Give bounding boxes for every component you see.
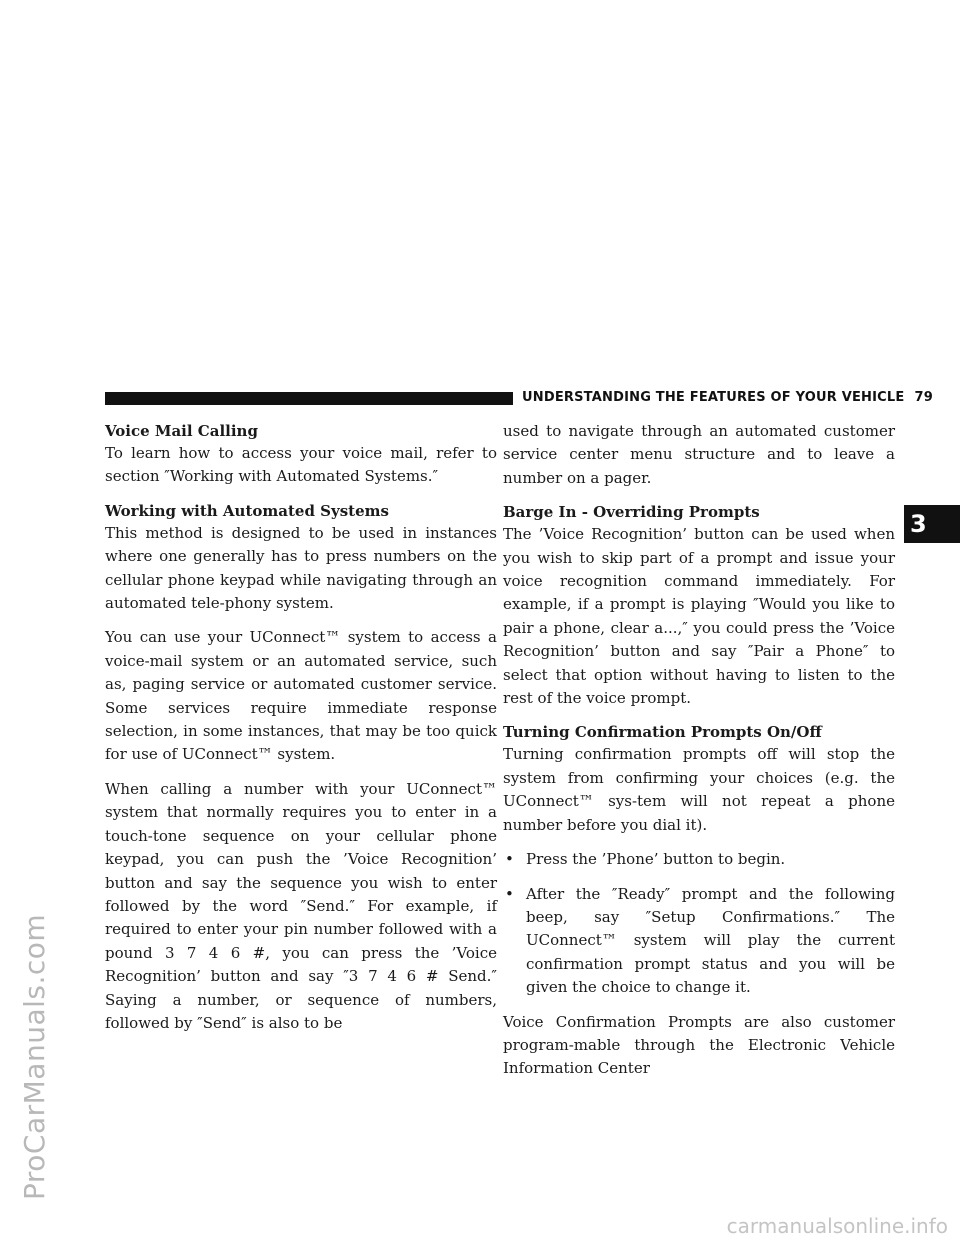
list-item [503, 848, 895, 871]
heading-barge-in: Barge In - Overriding Prompts [503, 503, 760, 522]
heading-confirmation-prompts: Turning Confirmation Prompts On/Off [503, 723, 822, 742]
bullet-list [503, 848, 895, 999]
paragraph-confirmation: Turning confirmation prompts off will stop the system from confirming your choices (e.g. the UConnect™ sys-tem will not repeat a phone number before you dial it). [503, 745, 895, 834]
paragraph-barge-in: The ’Voice Recognition’ button can be used when you wish to skip part of a prompt and issue your voice recognition command immediately. For example, if a prompt is playing ″Would you like to pair a phone, clear a...,″ you could press the ’Voice Recognition’ button and say ″Pair a Phone″ to select that option without having to listen to the rest of the voice prompt. [503, 525, 895, 708]
list-item [503, 883, 895, 1000]
right-column [503, 420, 895, 1092]
paragraph-final: Voice Confirmation Prompts are also customer program-mable through the Electronic Vehicle Information Center [503, 1012, 895, 1078]
watermark-bottom: carmanualsonline.info [726, 1214, 948, 1238]
chapter-tab: 3 [904, 505, 960, 543]
bullet-text: After the ″Ready″ prompt and the following beep, say ″Setup Confirmations.″ The UConnect™ system will play the current confirmation prompt status and you will be given the choice to change it. [526, 884, 895, 997]
left-column [105, 420, 497, 1046]
page-number: 79 [914, 390, 933, 405]
header-rule [105, 392, 513, 405]
paragraph-automated-3: When calling a number with your UConnect™ system that normally requires you to enter in a touch-tone sequence on your cellular phone keypad, you can push the ’Voice Recognition’ button and say the sequence you wish to enter followed by the word ″Send.″ For example, if required to enter your pin number followed with a pound 3 7 4 6 #, you can press the ’Voice Recognition’ button and say ″3 7 4 6 # Send.″ Saying a number, or sequence of numbers, followed by ″Send″ is also to be [105, 779, 497, 1032]
paragraph-automated-2: You can use your UConnect™ system to access a voice-mail system or an automated service, such as, paging service or automated customer service. Some services require immediate response selection, in some instances, that may be too quick for use of UConnect™ system. [105, 628, 497, 764]
paragraph-voice-mail: To learn how to access your voice mail, refer to section ″Working with Automated Systems.″ [105, 444, 497, 486]
watermark-side: ProCarManuals.com [18, 913, 51, 1200]
bullet-text: Press the ’Phone’ button to begin. [526, 850, 786, 869]
heading-voice-mail-calling: Voice Mail Calling [105, 422, 258, 440]
running-header [522, 390, 933, 405]
header-title: UNDERSTANDING THE FEATURES OF YOUR VEHICLE [522, 390, 905, 405]
paragraph-automated-1: This method is designed to be used in instances where one generally has to press numbers on the cellular phone keypad while navigating through an automated tele-phony system. [105, 523, 497, 613]
bullet-icon: • [505, 884, 514, 903]
bullet-icon: • [505, 850, 514, 869]
heading-working-with-automated-systems: Working with Automated Systems [105, 501, 389, 520]
paragraph-continued: used to navigate through an automated customer service center menu structure and to leave a number on a pager. [503, 422, 895, 487]
